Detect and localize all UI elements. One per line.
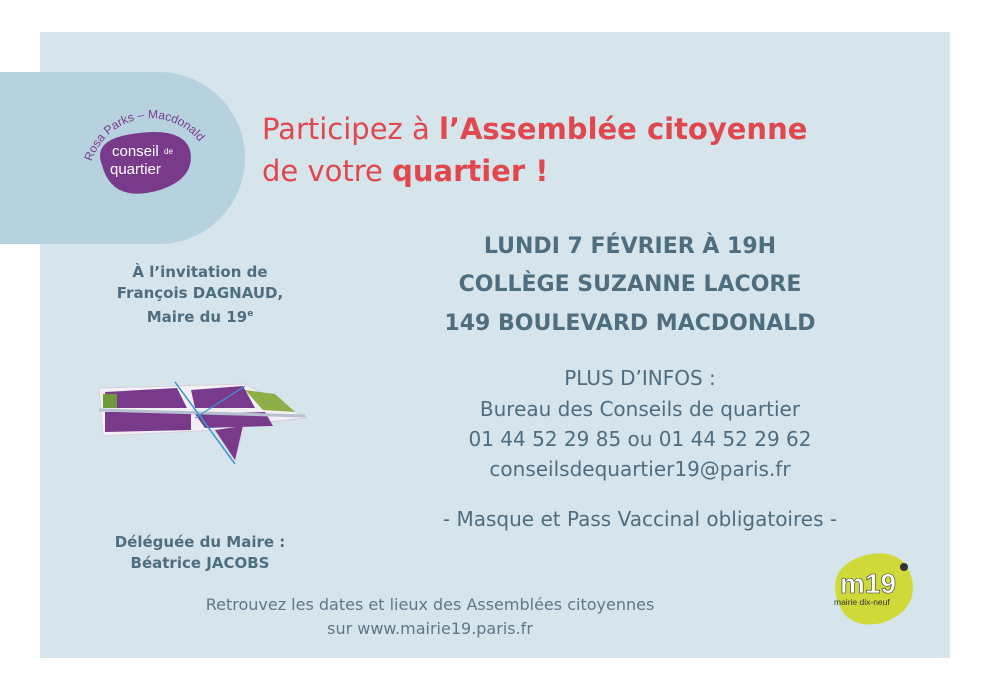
info-heading: PLUS D’INFOS : [564, 366, 716, 390]
event-date: LUNDI 7 FÉVRIER À 19H [483, 234, 777, 259]
logo-caption: mairie dix-neuf [834, 597, 890, 607]
conseil-de-quartier-logo [72, 90, 222, 220]
website-link[interactable]: sur www.mairie19.paris.fr [327, 619, 533, 638]
footer: Retrouvez les dates et lieux des Assemblées citoyennes sur www.mairie19.paris.fr [120, 593, 740, 641]
mairie-19-logo [826, 545, 918, 631]
neighbourhood-map [95, 378, 315, 468]
info-notice: - Masque et Pass Vaccinal obligatoires - [442, 507, 838, 531]
badge-line1-small: de [164, 147, 173, 156]
headline [262, 108, 807, 192]
headline-line2: de votre quartier ! [262, 154, 549, 188]
invitation-block: À l’invitation de François DAGNAUD, Maire du 19e [116, 263, 284, 326]
info-email[interactable]: conseilsdequartier19@paris.fr [489, 457, 791, 481]
badge-arc-text: Rosa Parks – Macdonald [81, 107, 208, 163]
badge-line2: quartier [110, 161, 161, 178]
info-phones: 01 44 52 29 85 ou 01 44 52 29 62 [468, 427, 812, 451]
logo-mark: m19 [840, 568, 897, 599]
delegate-block: Déléguée du Maire : Béatrice JACOBS [114, 533, 286, 572]
logo-dot [900, 563, 908, 571]
info-office: Bureau des Conseils de quartier [479, 397, 801, 421]
event-place: COLLÈGE SUZANNE LACORE [458, 272, 802, 297]
headline-line1: Participez à l’Assemblée citoyenne [262, 112, 808, 146]
badge-line1: conseil [112, 143, 159, 160]
event-address: 149 BOULEVARD MACDONALD [444, 311, 816, 336]
